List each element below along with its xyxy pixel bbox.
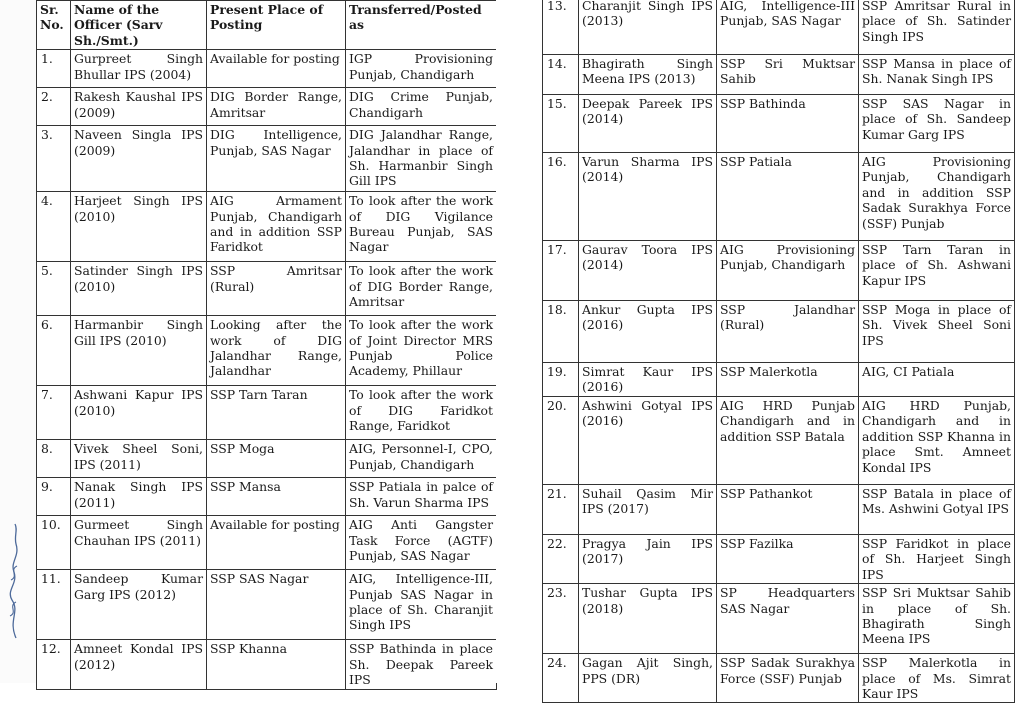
cell-transferred-as: SSP Malerkotla in place of Ms. Simrat Kaur IPS [859, 654, 1015, 703]
cell-transferred-as: IGP Provisioning Punjab, Chandigarh [346, 50, 497, 88]
cell-sr: 5. [37, 262, 71, 316]
header-present: Present Place of Posting [207, 1, 346, 50]
cell-sr: 20. [543, 397, 579, 485]
table-row [543, 363, 1015, 397]
cell-transferred-as: SSP Tarn Taran in place of Sh. Ashwani Kapur IPS [859, 241, 1015, 301]
cell-transferred-as: DIG Jalandhar Range, Jalandhar in place of Sh. Harmanbir Singh Gill IPS [346, 126, 497, 192]
cell-transferred-as: AIG, Intelligence-III, Punjab SAS Nagar in place of Sh. Charanjit Singh IPS [346, 570, 497, 640]
table-row [37, 262, 497, 316]
left-transfer-table [36, 0, 497, 690]
cell-present-posting: AIG Armament Punjab, Chandigarh and in addition SSP Faridkot [207, 192, 346, 262]
cell-officer-name: Rakesh Kaushal IPS (2009) [71, 88, 207, 126]
cell-present-posting: SSP Tarn Taran [207, 386, 346, 440]
table-row [37, 50, 497, 88]
table-row [543, 0, 1015, 55]
cell-transferred-as: SSP Patiala in palce of Sh. Varun Sharma IPS [346, 478, 497, 516]
cell-sr: 23. [543, 584, 579, 654]
cell-sr: 4. [37, 192, 71, 262]
cell-officer-name: Harmanbir Singh Gill IPS (2010) [71, 316, 207, 386]
cell-sr: 1. [37, 50, 71, 88]
cell-transferred-as: To look after the work of DIG Vigilance Bureau Punjab, SAS Nagar [346, 192, 497, 262]
cell-officer-name: Nanak Singh IPS (2011) [71, 478, 207, 516]
table-row [37, 192, 497, 262]
cell-officer-name: Simrat Kaur IPS (2016) [579, 363, 717, 397]
cell-sr: 12. [37, 640, 71, 690]
header-row [37, 1, 497, 50]
cell-sr: 7. [37, 386, 71, 440]
cell-present-posting: SSP Jalandhar (Rural) [717, 301, 859, 363]
cell-officer-name: Suhail Qasim Mir IPS (2017) [579, 485, 717, 535]
table-row [37, 478, 497, 516]
cell-transferred-as: SSP Sri Muktsar Sahib in place of Sh. Bhagirath Singh Meena IPS [859, 584, 1015, 654]
table-row [543, 397, 1015, 485]
cell-transferred-as: SSP Amritsar Rural in place of Sh. Satinder Singh IPS [859, 0, 1015, 55]
cell-sr: 10. [37, 516, 71, 570]
table-row [37, 88, 497, 126]
cell-sr: 19. [543, 363, 579, 397]
cell-transferred-as: AIG, CI Patiala [859, 363, 1015, 397]
cell-transferred-as: AIG HRD Punjab, Chandigarh and in addition SSP Khanna in place Smt. Amneet Kondal IPS [859, 397, 1015, 485]
table-row [37, 570, 497, 640]
table-row [543, 55, 1015, 95]
cell-present-posting: SSP Patiala [717, 153, 859, 241]
cell-present-posting: SSP Amritsar (Rural) [207, 262, 346, 316]
table-row [543, 584, 1015, 654]
cell-present-posting: SSP Khanna [207, 640, 346, 690]
cell-present-posting: AIG, Intelligence-III Punjab, SAS Nagar [717, 0, 859, 55]
cell-present-posting: SSP Mansa [207, 478, 346, 516]
left-margin [0, 0, 36, 683]
cell-transferred-as: SSP SAS Nagar in place of Sh. Sandeep Kumar Garg IPS [859, 95, 1015, 153]
cell-transferred-as: SSP Bathinda in place Sh. Deepak Pareek IPS [346, 640, 497, 690]
cell-present-posting: AIG HRD Punjab Chandigarh and in addition SSP Batala [717, 397, 859, 485]
cell-sr: 15. [543, 95, 579, 153]
cell-officer-name: Gagan Ajit Singh, PPS (DR) [579, 654, 717, 703]
cell-officer-name: Gurmeet Singh Chauhan IPS (2011) [71, 516, 207, 570]
cell-transferred-as: AIG, Personnel-I, CPO, Punjab, Chandigarh [346, 440, 497, 478]
table-row [543, 301, 1015, 363]
cell-present-posting: SSP Moga [207, 440, 346, 478]
table-row [543, 535, 1015, 584]
cell-officer-name: Tushar Gupta IPS (2018) [579, 584, 717, 654]
cell-present-posting: Looking after the work of DIG Jalandhar Range, Jalandhar [207, 316, 346, 386]
cell-officer-name: Amneet Kondal IPS (2012) [71, 640, 207, 690]
cell-present-posting: DIG Intelligence, Punjab, SAS Nagar [207, 126, 346, 192]
cell-present-posting: SSP Bathinda [717, 95, 859, 153]
cell-officer-name: Gaurav Toora IPS (2014) [579, 241, 717, 301]
cell-transferred-as: SSP Mansa in place of Sh. Nanak Singh IPS [859, 55, 1015, 95]
cell-present-posting: Available for posting [207, 50, 346, 88]
cell-present-posting: SSP Sadak Surakhya Force (SSF) Punjab [717, 654, 859, 703]
cell-officer-name: Satinder Singh IPS (2010) [71, 262, 207, 316]
cell-transferred-as: DIG Crime Punjab, Chandigarh [346, 88, 497, 126]
cell-sr: 6. [37, 316, 71, 386]
cell-transferred-as: SSP Faridkot in place of Sh. Harjeet Singh IPS [859, 535, 1015, 584]
cell-present-posting: SSP Fazilka [717, 535, 859, 584]
cell-sr: 21. [543, 485, 579, 535]
cell-present-posting: SSP Sri Muktsar Sahib [717, 55, 859, 95]
header-sr: Sr. No. [37, 1, 71, 50]
table-row [543, 95, 1015, 153]
header-name: Name of the Officer (Sarv Sh./Smt.) [71, 1, 207, 50]
header-transferred: Transferred/Posted as [346, 1, 497, 50]
table-row [37, 386, 497, 440]
cell-officer-name: Ankur Gupta IPS (2016) [579, 301, 717, 363]
cell-transferred-as: AIG Provisioning Punjab, Chandigarh and in addition SSP Sadak Surakhya Force (SSF) Punjab [859, 153, 1015, 241]
cell-transferred-as: SSP Moga in place of Sh. Vivek Sheel Soni IPS [859, 301, 1015, 363]
cell-transferred-as: SSP Batala in place of Ms. Ashwini Gotyal IPS [859, 485, 1015, 535]
cell-officer-name: Sandeep Kumar Garg IPS (2012) [71, 570, 207, 640]
cell-officer-name: Naveen Singla IPS (2009) [71, 126, 207, 192]
cell-present-posting: SP Headquarters SAS Nagar [717, 584, 859, 654]
cell-officer-name: Charanjit Singh IPS (2013) [579, 0, 717, 55]
table-row [37, 126, 497, 192]
table-row [543, 654, 1015, 703]
cell-sr: 13. [543, 0, 579, 55]
right-transfer-table [542, 0, 1015, 703]
cell-sr: 16. [543, 153, 579, 241]
cell-sr: 22. [543, 535, 579, 584]
cell-officer-name: Harjeet Singh IPS (2010) [71, 192, 207, 262]
cell-sr: 9. [37, 478, 71, 516]
cell-present-posting: AIG Provisioning Punjab, Chandigarh [717, 241, 859, 301]
cell-transferred-as: To look after the work of DIG Faridkot Range, Faridkot [346, 386, 497, 440]
cell-present-posting: DIG Border Range, Amritsar [207, 88, 346, 126]
cell-present-posting: SSP Malerkotla [717, 363, 859, 397]
cell-sr: 2. [37, 88, 71, 126]
cell-present-posting: SSP SAS Nagar [207, 570, 346, 640]
cell-sr: 17. [543, 241, 579, 301]
cell-officer-name: Varun Sharma IPS (2014) [579, 153, 717, 241]
cell-officer-name: Ashwini Gotyal IPS (2016) [579, 397, 717, 485]
table-row [37, 516, 497, 570]
cell-officer-name: Gurpreet Singh Bhullar IPS (2004) [71, 50, 207, 88]
table-row [543, 153, 1015, 241]
cell-sr: 24. [543, 654, 579, 703]
signature-image [2, 520, 26, 640]
table-row [543, 241, 1015, 301]
cell-sr: 14. [543, 55, 579, 95]
page-gap [496, 0, 542, 683]
cell-officer-name: Ashwani Kapur IPS (2010) [71, 386, 207, 440]
cell-officer-name: Vivek Sheel Soni, IPS (2011) [71, 440, 207, 478]
cell-sr: 8. [37, 440, 71, 478]
table-row [37, 640, 497, 690]
cell-transferred-as: To look after the work of Joint Director MRS Punjab Police Academy, Phillaur [346, 316, 497, 386]
cell-officer-name: Bhagirath Singh Meena IPS (2013) [579, 55, 717, 95]
cell-transferred-as: To look after the work of DIG Border Range, Amritsar [346, 262, 497, 316]
cell-present-posting: SSP Pathankot [717, 485, 859, 535]
cell-sr: 3. [37, 126, 71, 192]
table-row [37, 316, 497, 386]
cell-officer-name: Pragya Jain IPS (2017) [579, 535, 717, 584]
cell-officer-name: Deepak Pareek IPS (2014) [579, 95, 717, 153]
table-row [37, 440, 497, 478]
table-row [543, 485, 1015, 535]
cell-sr: 18. [543, 301, 579, 363]
cell-sr: 11. [37, 570, 71, 640]
cell-present-posting: Available for posting [207, 516, 346, 570]
cell-transferred-as: AIG Anti Gangster Task Force (AGTF) Punjab, SAS Nagar [346, 516, 497, 570]
